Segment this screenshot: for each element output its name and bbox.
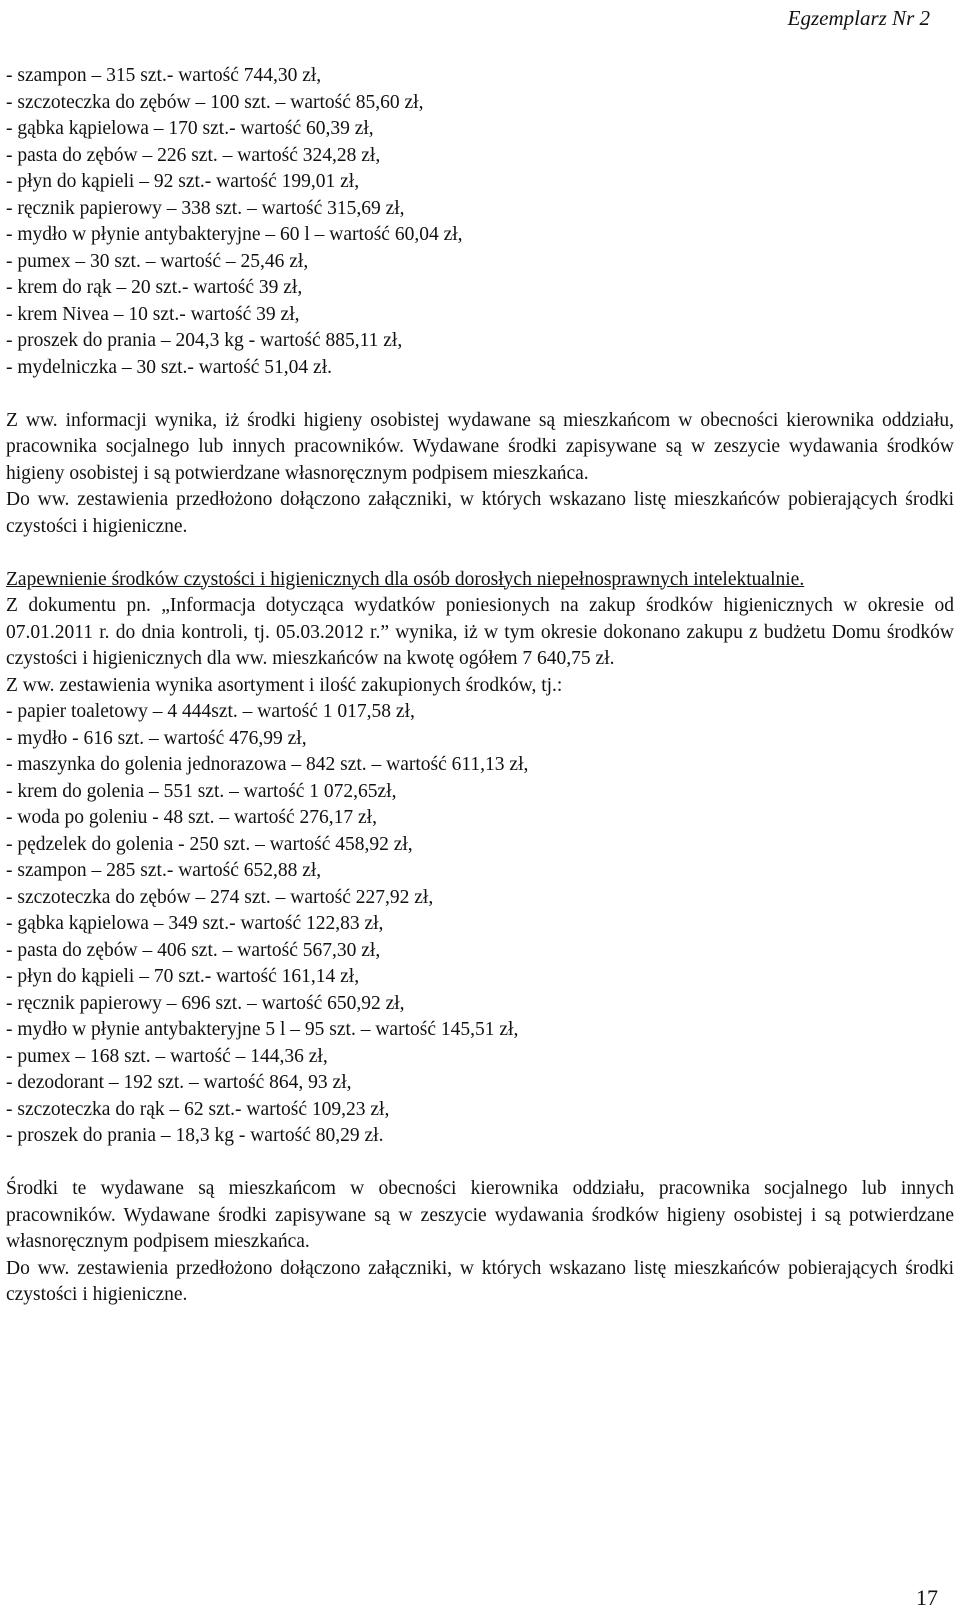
list-item: - gąbka kąpielowa – 349 szt.- wartość 122,83 zł, xyxy=(6,913,384,934)
list-item: - papier toaletowy – 4 444szt. – wartość 1 017,58 zł, xyxy=(6,701,415,722)
list-item: - pumex – 30 szt. – wartość – 25,46 zł, xyxy=(6,250,309,272)
paragraph-document-info: Z dokumentu pn. „Informacja dotycząca wydatków poniesionych na zakup środków higienicznych w okresie od 07.01.2011 r. do dnia kontroli, tj. 05.03.2012 r.” wynika, iż w tym okresie dokonano zakupu z budżetu Domu środków czystości i higienicznych dla ww. mieszkańców na kwotę ogółem 7 640,75 zł. xyxy=(6,595,954,669)
items-list-1 xyxy=(6,63,954,381)
list-item: - ręcznik papierowy – 338 szt. – wartość 315,69 zł, xyxy=(6,197,405,219)
list-item: - mydło w płynie antybakteryjne 5 l – 95 szt. – wartość 145,51 zł, xyxy=(6,1019,519,1040)
paragraph-distribution-rules xyxy=(6,408,954,541)
list-item: - szczoteczka do zębów – 274 szt. – wartość 227,92 zł, xyxy=(6,886,434,908)
document-header: Egzemplarz Nr 2 xyxy=(787,6,930,30)
list-item: - pumex – 168 szt. – wartość – 144,36 zł, xyxy=(6,1045,328,1067)
list-item: - płyn do kąpieli – 70 szt.- wartość 161,14 zł, xyxy=(6,966,360,987)
items-list-2 xyxy=(6,699,954,1150)
list-item: - mydelniczka – 30 szt.- wartość 51,04 zł. xyxy=(6,356,332,378)
list-item: - maszynka do golenia jednorazowa – 842 szt. – wartość 611,13 zł, xyxy=(6,754,529,775)
paragraph-closing xyxy=(6,1176,954,1309)
list-item: - szczoteczka do zębów – 100 szt. – wartość 85,60 zł, xyxy=(6,91,424,113)
page-number: 17 xyxy=(916,1585,938,1610)
list-item: - pasta do zębów – 226 szt. – wartość 324,28 zł, xyxy=(6,144,381,166)
list-item: - pędzelek do golenia - 250 szt. – wartość 458,92 zł, xyxy=(6,833,413,855)
list-item: - proszek do prania – 18,3 kg - wartość 80,29 zł. xyxy=(6,1125,384,1146)
list-item: - dezodorant – 192 szt. – wartość 864, 93 zł, xyxy=(6,1072,352,1093)
list-item: - krem do rąk – 20 szt.- wartość 39 zł, xyxy=(6,277,303,298)
paragraph-list-intro: Z ww. zestawienia wynika asortyment i ilość zakupionych środków, tj.: xyxy=(6,674,563,696)
list-item: - szampon – 285 szt.- wartość 652,88 zł, xyxy=(6,860,322,881)
list-item: - gąbka kąpielowa – 170 szt.- wartość 60,39 zł, xyxy=(6,118,374,139)
page-content xyxy=(6,63,954,1309)
paragraph-sentence: Środki te wydawane są mieszkańcom w obecności kierownika oddziału, pracownika socjalnego lub innych pracowników. Wydawane środki zapisywane są w zeszycie wydawania środków higieny osobistej i są potwierdzane własnoręcznym podpisem mieszkańca. xyxy=(6,1178,954,1252)
paragraph-sentence: Do ww. zestawienia przedłożono dołączono załączniki, w których wskazano listę mieszkańców pobierających środki czystości i higieniczne. xyxy=(6,1257,954,1305)
list-item: - krem do golenia – 551 szt. – wartość 1 072,65zł, xyxy=(6,780,397,802)
section-heading: Zapewnienie środków czystości i higienicznych dla osób dorosłych niepełnosprawnych intelektualnie. xyxy=(6,568,805,590)
list-item: - ręcznik papierowy – 696 szt. – wartość 650,92 zł, xyxy=(6,992,405,1014)
paragraph-sentence: Do ww. zestawienia przedłożono dołączono załączniki, w których wskazano listę mieszkańców pobierających środki czystości i higieniczne. xyxy=(6,489,954,537)
list-item: - proszek do prania – 204,3 kg - wartość 885,11 zł, xyxy=(6,330,403,351)
list-item: - mydło - 616 szt. – wartość 476,99 zł, xyxy=(6,727,307,749)
list-item: - krem Nivea – 10 szt.- wartość 39 zł, xyxy=(6,303,300,325)
list-item: - mydło w płynie antybakteryjne – 60 l – wartość 60,04 zł, xyxy=(6,224,463,245)
paragraph-sentence: Z ww. informacji wynika, iż środki higieny osobistej wydawane są mieszkańcom w obecności kierownika oddziału, pracownika socjalnego lub innych pracowników. Wydawane środki zapisywane są w zeszycie wydawania środków higieny osobistej i są potwierdzane własnoręcznym podpisem mieszkańca. xyxy=(6,409,954,484)
list-item: - szampon – 315 szt.- wartość 744,30 zł, xyxy=(6,65,322,86)
list-item: - woda po goleniu - 48 szt. – wartość 276,17 zł, xyxy=(6,807,377,828)
list-item: - pasta do zębów – 406 szt. – wartość 567,30 zł, xyxy=(6,939,381,961)
list-item: - szczoteczka do rąk – 62 szt.- wartość 109,23 zł, xyxy=(6,1098,390,1120)
list-item: - płyn do kąpieli – 92 szt.- wartość 199,01 zł, xyxy=(6,171,360,192)
